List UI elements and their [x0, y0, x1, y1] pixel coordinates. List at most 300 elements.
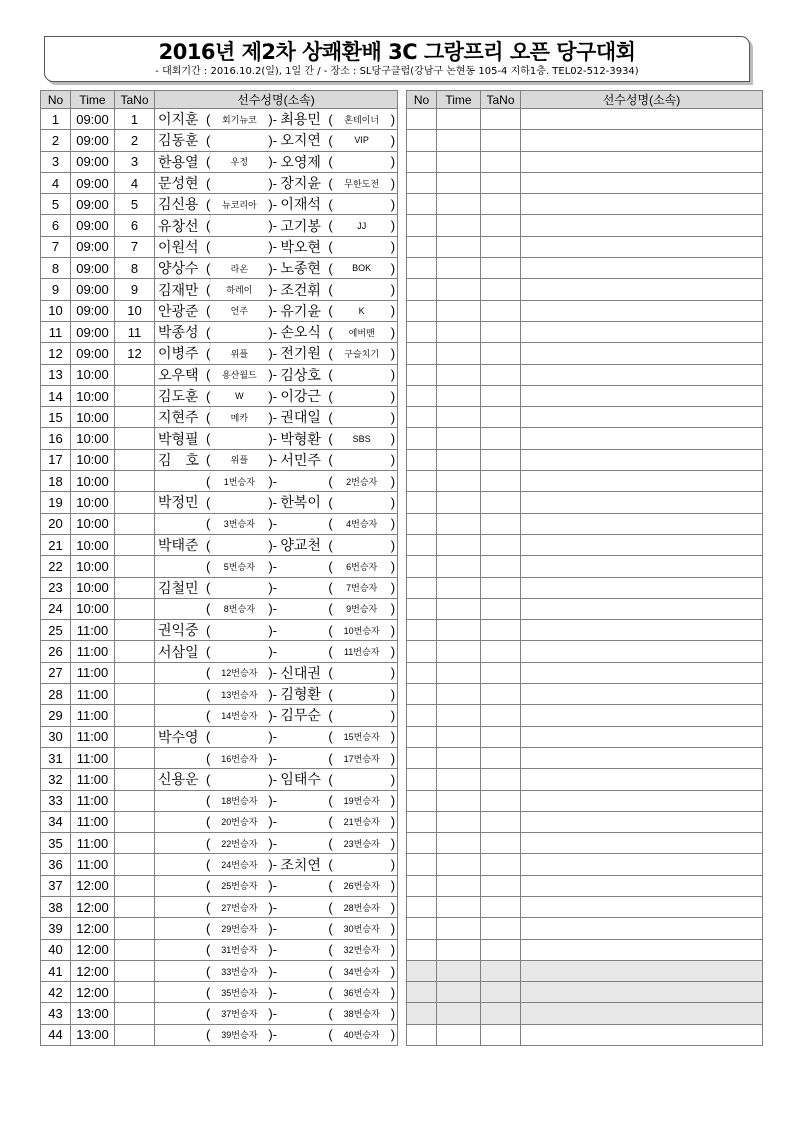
- match-cell: [155, 236, 398, 257]
- row-tano: 3: [115, 151, 155, 172]
- paren-open: (: [328, 324, 333, 340]
- empty-tano: [481, 215, 521, 236]
- empty-time: [437, 364, 481, 385]
- paren-close: ): [390, 984, 396, 1000]
- table-row: [41, 811, 398, 832]
- empty-time: [437, 385, 481, 406]
- paren-close: ): [390, 409, 396, 425]
- table-row: [41, 279, 398, 300]
- match-cell: [155, 620, 398, 641]
- player2-name: 이강근: [280, 388, 321, 404]
- table-row: [41, 939, 398, 960]
- vs-separator: )-: [268, 707, 278, 723]
- player1-name: 이병주: [158, 345, 199, 362]
- paren-close: ): [390, 494, 396, 510]
- vs-separator: )-: [268, 857, 278, 873]
- paren-open: (: [206, 409, 211, 425]
- empty-tano: [481, 492, 521, 513]
- vs-separator: )-: [268, 835, 278, 851]
- row-time: 12:00: [71, 960, 115, 981]
- match-cell: [155, 534, 398, 555]
- paren-open: (: [206, 196, 211, 212]
- paren-open: (: [206, 686, 211, 702]
- row-time: 11:00: [71, 811, 115, 832]
- paren-open: (: [206, 793, 211, 809]
- paren-close: ): [390, 686, 396, 702]
- player1-club: 12번승자: [221, 668, 258, 679]
- empty-players: [521, 300, 763, 321]
- empty-tano: [481, 939, 521, 960]
- empty-tano: [481, 279, 521, 300]
- row-no: 10: [41, 300, 71, 321]
- table-row: [41, 364, 398, 385]
- match-line: [155, 514, 397, 534]
- empty-row: [407, 790, 763, 811]
- table-row: [41, 194, 398, 215]
- player1-name: 권익중: [158, 622, 199, 639]
- empty-time: [437, 662, 481, 683]
- empty-tano: [481, 471, 521, 492]
- row-time: 09:00: [71, 321, 115, 342]
- empty-time: [437, 641, 481, 662]
- paren-open: (: [328, 857, 333, 873]
- empty-tano: [481, 321, 521, 342]
- empty-players: [521, 811, 763, 832]
- row-time: 11:00: [71, 854, 115, 875]
- empty-time: [437, 215, 481, 236]
- table-row: [41, 513, 398, 534]
- empty-no: [407, 769, 437, 790]
- empty-players: [521, 684, 763, 705]
- table-row: [41, 833, 398, 854]
- empty-tano: [481, 172, 521, 193]
- player2-club: 17번승자: [343, 753, 380, 764]
- player2-name: 김상호: [280, 366, 321, 383]
- paren-open: (: [328, 558, 333, 574]
- player2-name: 한복이: [280, 494, 321, 511]
- player1-club: 39번승자: [221, 1030, 258, 1041]
- empty-players: [521, 194, 763, 215]
- row-tano: [115, 534, 155, 555]
- match-line: [155, 1025, 397, 1045]
- match-line: [155, 343, 397, 363]
- row-no: 17: [41, 449, 71, 470]
- match-cell: [155, 769, 398, 790]
- row-tano: [115, 811, 155, 832]
- row-time: 10:00: [71, 513, 115, 534]
- paren-open: (: [206, 878, 211, 894]
- paren-close: ): [390, 707, 396, 723]
- vs-separator: )-: [268, 771, 278, 787]
- player1-name: 유창선: [158, 217, 199, 234]
- paren-close: ): [390, 154, 396, 170]
- empty-row: [407, 982, 763, 1003]
- paren-close: ): [390, 942, 396, 958]
- row-tano: 6: [115, 215, 155, 236]
- player1-club: 3번승자: [223, 519, 255, 530]
- empty-row: [407, 811, 763, 832]
- empty-players: [521, 790, 763, 811]
- empty-row: [407, 534, 763, 555]
- match-cell: [155, 875, 398, 896]
- row-time: 09:00: [71, 236, 115, 257]
- paren-close: ): [390, 814, 396, 830]
- row-time: 13:00: [71, 1024, 115, 1045]
- paren-open: (: [206, 516, 211, 532]
- paren-open: (: [328, 409, 333, 425]
- empty-row: [407, 449, 763, 470]
- empty-tano: [481, 918, 521, 939]
- table-row: [41, 534, 398, 555]
- empty-time: [437, 769, 481, 790]
- match-cell: [155, 471, 398, 492]
- match-line: [155, 258, 397, 278]
- row-tano: 9: [115, 279, 155, 300]
- player2-name: 서민주: [280, 451, 321, 468]
- row-time: 10:00: [71, 407, 115, 428]
- paren-open: (: [206, 282, 211, 298]
- left-table-body: [41, 109, 398, 1046]
- player1-club: 37번승자: [221, 1009, 258, 1020]
- paren-open: (: [206, 1027, 211, 1043]
- match-cell: [155, 982, 398, 1003]
- player1-name: 박종성: [158, 324, 199, 341]
- empty-row: [407, 1003, 763, 1024]
- empty-players: [521, 769, 763, 790]
- empty-tano: [481, 811, 521, 832]
- table-row: [41, 982, 398, 1003]
- match-cell: [155, 407, 398, 428]
- row-tano: [115, 1024, 155, 1045]
- row-tano: [115, 960, 155, 981]
- paren-open: (: [328, 729, 333, 745]
- player2-club: VIP: [354, 135, 369, 146]
- paren-close: ): [390, 260, 396, 276]
- empty-time: [437, 449, 481, 470]
- empty-tano: [481, 854, 521, 875]
- paren-open: (: [206, 857, 211, 873]
- player2-club: 7번승자: [346, 583, 378, 594]
- row-no: 13: [41, 364, 71, 385]
- row-tano: [115, 556, 155, 577]
- empty-row: [407, 684, 763, 705]
- empty-time: [437, 833, 481, 854]
- match-line: [155, 620, 397, 640]
- player1-name: 김 호: [158, 451, 200, 468]
- paren-close: ): [390, 388, 396, 404]
- empty-tano: [481, 428, 521, 449]
- paren-open: (: [206, 175, 211, 191]
- match-line: [155, 940, 397, 960]
- match-cell: [155, 854, 398, 875]
- empty-time: [437, 598, 481, 619]
- player2-club: 34번승자: [343, 966, 380, 977]
- empty-players: [521, 471, 763, 492]
- player2-name: 최용민: [280, 111, 321, 128]
- empty-players: [521, 577, 763, 598]
- empty-row: [407, 726, 763, 747]
- empty-tano: [481, 620, 521, 641]
- empty-players: [521, 620, 763, 641]
- row-tano: [115, 918, 155, 939]
- player2-name: 양교천: [280, 537, 321, 554]
- row-tano: [115, 747, 155, 768]
- player2-club: 38번승자: [343, 1009, 380, 1020]
- paren-close: ): [390, 175, 396, 191]
- player1-name: 김신용: [158, 196, 199, 213]
- empty-players: [521, 258, 763, 279]
- empty-players: [521, 747, 763, 768]
- table-row: [41, 385, 398, 406]
- paren-close: ): [390, 132, 396, 148]
- empty-no: [407, 662, 437, 683]
- empty-row: [407, 918, 763, 939]
- col-no: No: [407, 91, 437, 109]
- empty-players: [521, 279, 763, 300]
- row-tano: [115, 896, 155, 917]
- paren-open: (: [206, 601, 211, 617]
- empty-players: [521, 854, 763, 875]
- paren-open: (: [206, 835, 211, 851]
- row-no: 29: [41, 705, 71, 726]
- empty-time: [437, 960, 481, 981]
- empty-row: [407, 471, 763, 492]
- match-line: [155, 215, 397, 235]
- paren-close: ): [390, 303, 396, 319]
- vs-separator: )-: [268, 452, 278, 468]
- row-no: 16: [41, 428, 71, 449]
- player1-name: 오우택: [158, 366, 199, 383]
- empty-time: [437, 258, 481, 279]
- schedule-table-left: [40, 90, 398, 1046]
- player1-name: 신용운: [158, 771, 199, 788]
- match-cell: [155, 577, 398, 598]
- empty-no: [407, 215, 437, 236]
- match-cell: [155, 684, 398, 705]
- row-tano: [115, 492, 155, 513]
- paren-open: (: [328, 920, 333, 936]
- paren-close: ): [390, 196, 396, 212]
- vs-separator: )-: [268, 793, 278, 809]
- empty-players: [521, 982, 763, 1003]
- match-cell: [155, 258, 398, 279]
- empty-no: [407, 109, 437, 130]
- paren-close: ): [390, 878, 396, 894]
- empty-no: [407, 790, 437, 811]
- vs-separator: )-: [268, 516, 278, 532]
- empty-row: [407, 641, 763, 662]
- paren-open: (: [328, 665, 333, 681]
- player1-name: 박태준: [158, 537, 199, 554]
- empty-row: [407, 492, 763, 513]
- paren-open: (: [328, 707, 333, 723]
- player2-club: JJ: [357, 220, 367, 231]
- row-tano: 4: [115, 172, 155, 193]
- paren-close: ): [390, 558, 396, 574]
- paren-open: (: [206, 218, 211, 234]
- player1-name: 박형필: [158, 430, 199, 447]
- table-row: [41, 471, 398, 492]
- table-row: [41, 407, 398, 428]
- vs-separator: )-: [268, 196, 278, 212]
- paren-open: (: [206, 260, 211, 276]
- row-no: 24: [41, 598, 71, 619]
- empty-row: [407, 343, 763, 364]
- vs-separator: )-: [268, 282, 278, 298]
- paren-open: (: [206, 1006, 211, 1022]
- row-tano: [115, 875, 155, 896]
- empty-time: [437, 684, 481, 705]
- vs-separator: )-: [268, 494, 278, 510]
- row-time: 11:00: [71, 705, 115, 726]
- row-no: 30: [41, 726, 71, 747]
- empty-players: [521, 236, 763, 257]
- table-row: [41, 556, 398, 577]
- empty-row: [407, 364, 763, 385]
- row-time: 10:00: [71, 364, 115, 385]
- player1-name: 양상수: [158, 260, 199, 277]
- player1-club: W: [235, 391, 244, 401]
- paren-open: (: [328, 899, 333, 915]
- row-tano: [115, 577, 155, 598]
- paren-close: ): [390, 580, 396, 596]
- empty-players: [521, 385, 763, 406]
- row-tano: [115, 641, 155, 662]
- paren-open: (: [206, 388, 211, 404]
- player1-club: 29번승자: [221, 923, 258, 934]
- empty-row: [407, 194, 763, 215]
- paren-open: (: [328, 218, 333, 234]
- paren-close: ): [390, 324, 396, 340]
- table-row: [41, 321, 398, 342]
- paren-close: ): [390, 644, 396, 660]
- vs-separator: )-: [268, 409, 278, 425]
- match-cell: [155, 833, 398, 854]
- table-row: [41, 343, 398, 364]
- row-no: 12: [41, 343, 71, 364]
- paren-open: (: [328, 345, 333, 361]
- empty-time: [437, 875, 481, 896]
- row-no: 18: [41, 471, 71, 492]
- empty-tano: [481, 109, 521, 130]
- paren-open: (: [328, 516, 333, 532]
- vs-separator: )-: [268, 303, 278, 319]
- match-line: [155, 961, 397, 981]
- paren-open: (: [206, 644, 211, 660]
- empty-tano: [481, 705, 521, 726]
- empty-no: [407, 811, 437, 832]
- empty-tano: [481, 258, 521, 279]
- empty-tano: [481, 513, 521, 534]
- empty-time: [437, 492, 481, 513]
- empty-no: [407, 428, 437, 449]
- row-time: 10:00: [71, 471, 115, 492]
- empty-no: [407, 896, 437, 917]
- vs-separator: )-: [268, 686, 278, 702]
- empty-players: [521, 215, 763, 236]
- player1-name: 안광준: [158, 302, 199, 319]
- table-row: [41, 236, 398, 257]
- paren-open: (: [328, 750, 333, 766]
- player2-club: SBS: [352, 433, 371, 444]
- col-time: Time: [71, 91, 115, 109]
- table-row: [41, 172, 398, 193]
- match-cell: [155, 1024, 398, 1045]
- row-time: 10:00: [71, 428, 115, 449]
- empty-time: [437, 151, 481, 172]
- match-cell: [155, 790, 398, 811]
- empty-time: [437, 790, 481, 811]
- match-cell: [155, 109, 398, 130]
- empty-tano: [481, 896, 521, 917]
- empty-tano: [481, 1003, 521, 1024]
- row-tano: 11: [115, 321, 155, 342]
- player1-club: 라온: [230, 263, 249, 274]
- player1-club: 1번승자: [223, 476, 255, 487]
- player1-name: 지현주: [158, 409, 199, 426]
- row-tano: 5: [115, 194, 155, 215]
- row-no: 40: [41, 939, 71, 960]
- vs-separator: )-: [268, 622, 278, 638]
- empty-no: [407, 258, 437, 279]
- match-cell: [155, 939, 398, 960]
- match-line: [155, 578, 397, 598]
- match-line: [155, 1003, 397, 1023]
- match-cell: [155, 896, 398, 917]
- row-no: 11: [41, 321, 71, 342]
- table-row: [41, 918, 398, 939]
- table-row: [41, 620, 398, 641]
- match-line: [155, 386, 397, 406]
- empty-players: [521, 960, 763, 981]
- paren-close: ): [390, 665, 396, 681]
- match-line: [155, 641, 397, 661]
- row-no: 37: [41, 875, 71, 896]
- row-time: 12:00: [71, 918, 115, 939]
- match-cell: [155, 811, 398, 832]
- empty-no: [407, 833, 437, 854]
- match-line: [155, 663, 397, 683]
- vs-separator: )-: [268, 154, 278, 170]
- match-line: [155, 365, 397, 385]
- paren-open: (: [206, 132, 211, 148]
- vs-separator: )-: [268, 601, 278, 617]
- player2-club: 9번승자: [346, 604, 378, 615]
- vs-separator: )-: [268, 984, 278, 1000]
- row-no: 31: [41, 747, 71, 768]
- paren-open: (: [206, 707, 211, 723]
- player2-name: 오영제: [280, 153, 321, 170]
- empty-time: [437, 172, 481, 193]
- empty-row: [407, 428, 763, 449]
- paren-open: (: [328, 793, 333, 809]
- empty-time: [437, 407, 481, 428]
- row-no: 22: [41, 556, 71, 577]
- row-time: 10:00: [71, 385, 115, 406]
- row-tano: [115, 833, 155, 854]
- empty-row: [407, 598, 763, 619]
- player1-club: 33번승자: [221, 966, 258, 977]
- empty-players: [521, 407, 763, 428]
- empty-time: [437, 918, 481, 939]
- vs-separator: )-: [268, 175, 278, 191]
- paren-close: ): [390, 1027, 396, 1043]
- match-line: [155, 194, 397, 214]
- paren-open: (: [206, 494, 211, 510]
- empty-no: [407, 130, 437, 151]
- empty-no: [407, 875, 437, 896]
- vs-separator: )-: [268, 345, 278, 361]
